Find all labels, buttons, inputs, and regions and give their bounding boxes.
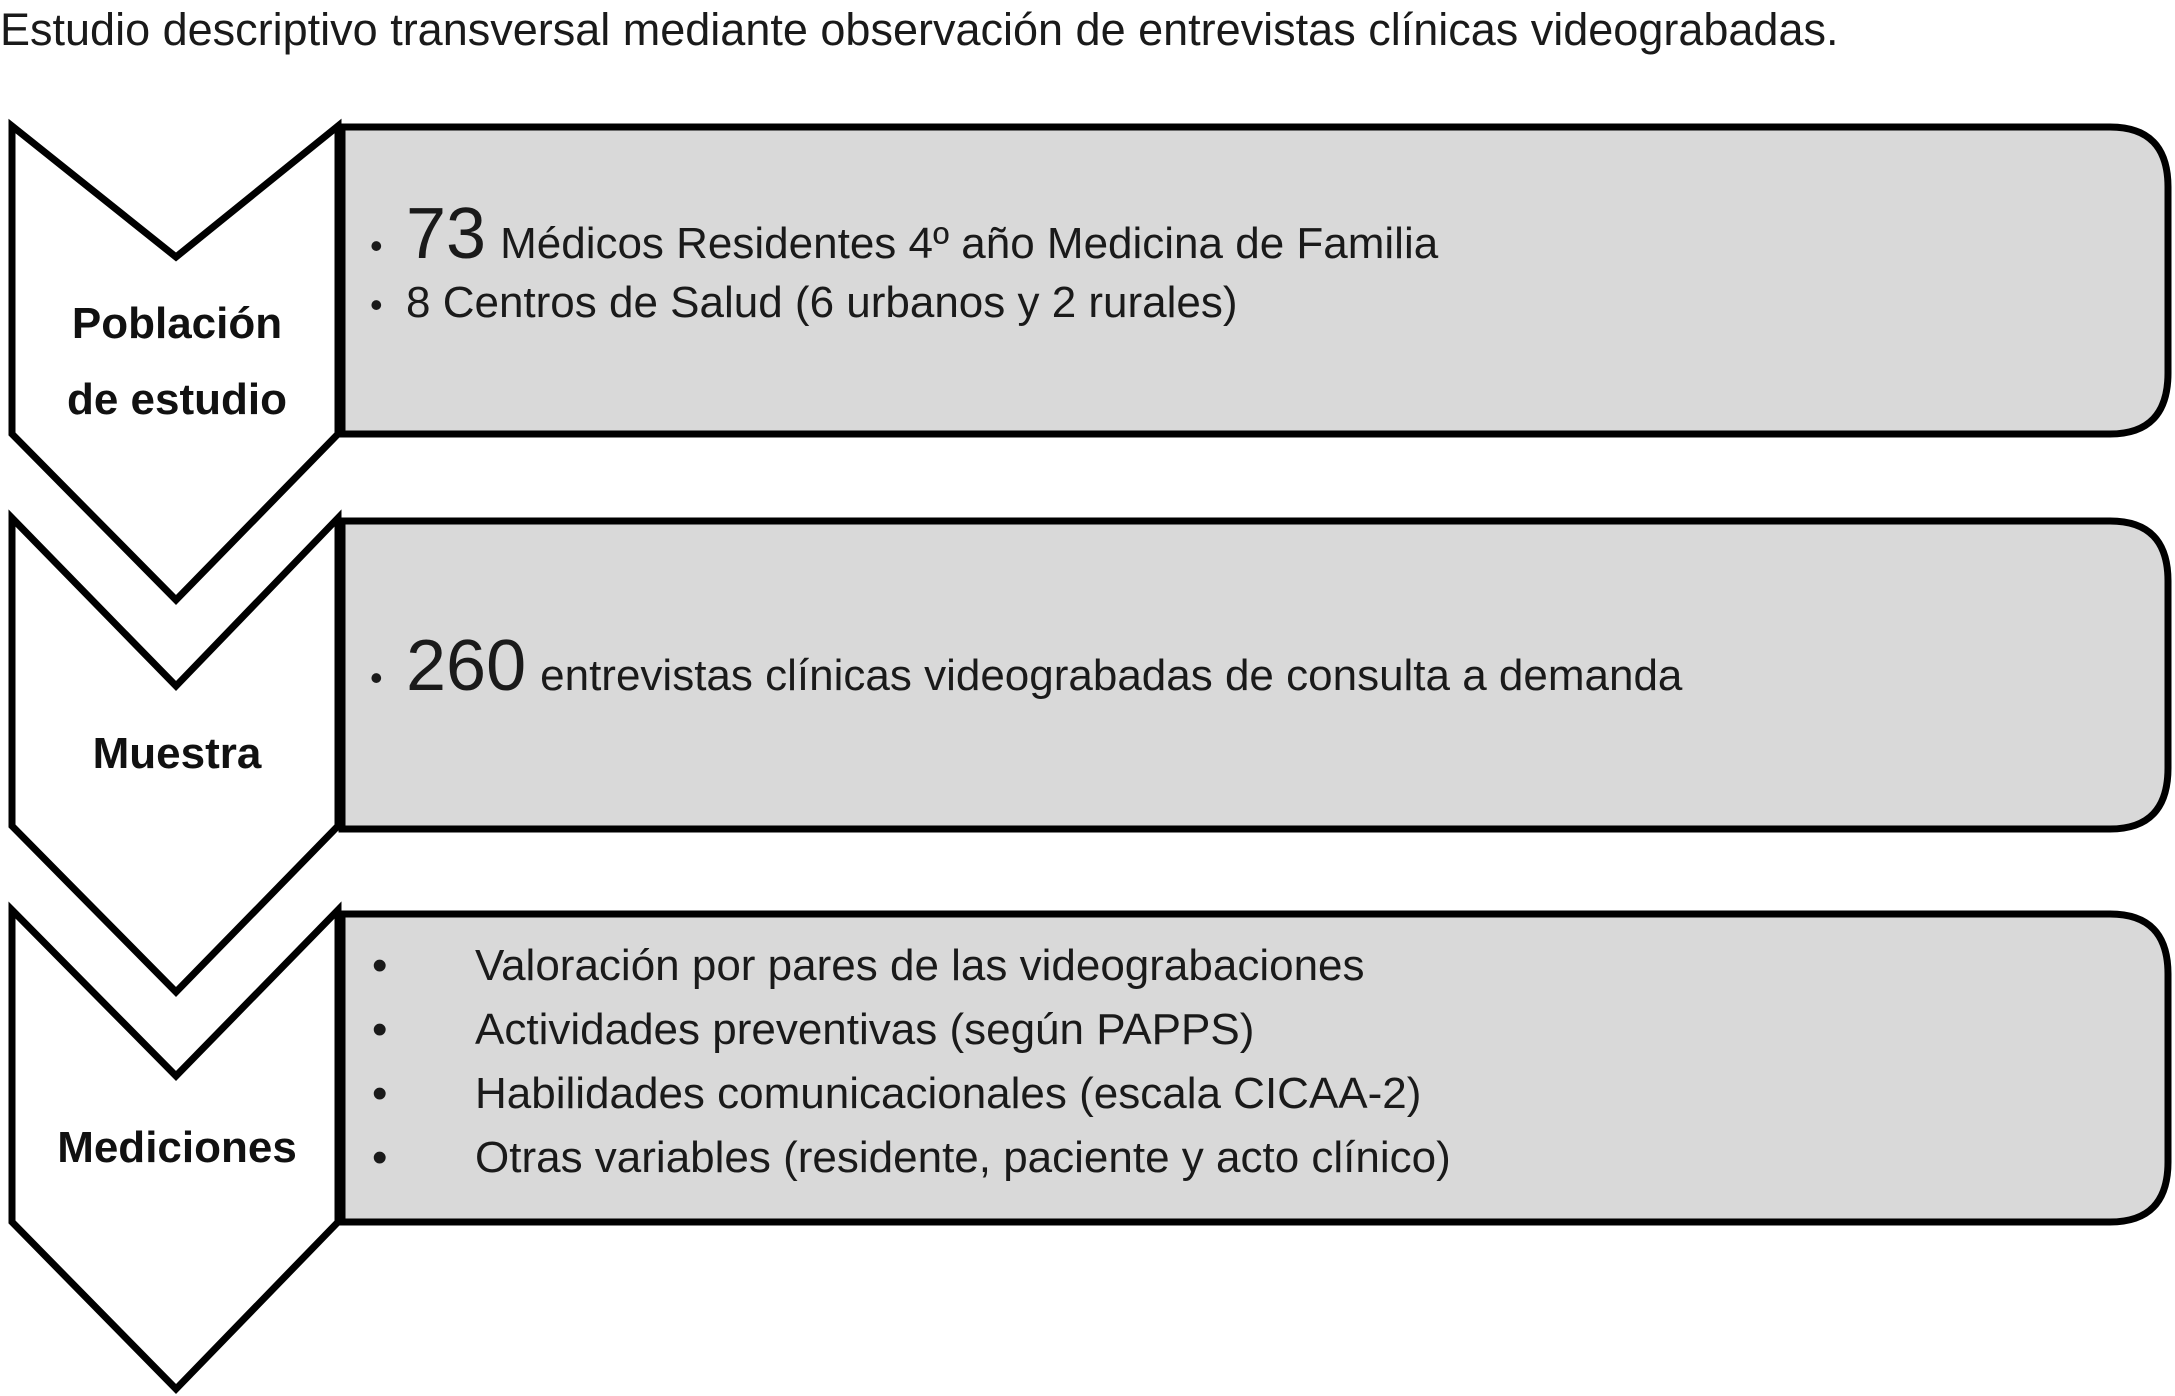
bullet-icon: • [372, 1133, 388, 1182]
stage-1-item-1-text: Médicos Residentes 4º año Medicina de Familia [500, 219, 1439, 268]
stage-3-item-2 [372, 998, 2175, 1062]
stage-2-item-1 [370, 626, 2175, 706]
stage-2-label [12, 716, 342, 792]
stage-3-item-3 [372, 1062, 2175, 1126]
stage-3-label [12, 1110, 342, 1186]
stage-3-content [372, 934, 2175, 1190]
bullet-icon: • [372, 941, 388, 990]
bullet-icon: • [370, 225, 383, 266]
stage-1-label-line2: de estudio [66, 375, 288, 424]
stage-3-item-2-text: Actividades preventivas (según PAPPS) [475, 1005, 1255, 1054]
stage-3-item-4 [372, 1126, 2175, 1190]
diagram-title: Estudio descriptivo transversal mediante observación de entrevistas clínicas videograbadas. [0, 4, 1839, 55]
stage-2-label-line1: Muestra [92, 729, 262, 778]
bullet-icon: • [370, 284, 383, 325]
stage-1-label-line1: Población [71, 299, 283, 348]
stage-1-item-2-text: 8 Centros de Salud (6 urbanos y 2 rurales) [406, 278, 1238, 327]
stage-1-item-1 [370, 194, 2175, 278]
stage-2-item-1-text: entrevistas clínicas videograbadas de consulta a demanda [540, 651, 1683, 700]
bullet-icon: • [372, 1069, 388, 1118]
stage-3-item-4-text: Otras variables (residente, paciente y acto clínico) [475, 1133, 1451, 1182]
stage-2-item-1-number: 260 [406, 626, 527, 706]
stage-3-item-3-text: Habilidades comunicacionales (escala CICAA-2) [475, 1069, 1422, 1118]
stage-1-content [370, 194, 2175, 328]
stage-2-content [370, 626, 2175, 706]
stage-1-label [12, 286, 342, 438]
bullet-icon: • [372, 1005, 388, 1054]
stage-3-item-1-text: Valoración por pares de las videograbaciones [475, 941, 1365, 990]
bullet-icon: • [370, 657, 383, 698]
stage-1-item-1-number: 73 [406, 194, 487, 274]
stage-1-item-2 [370, 278, 2175, 328]
stage-3-item-1 [372, 934, 2175, 998]
stage-3-label-line1: Mediciones [57, 1123, 297, 1172]
